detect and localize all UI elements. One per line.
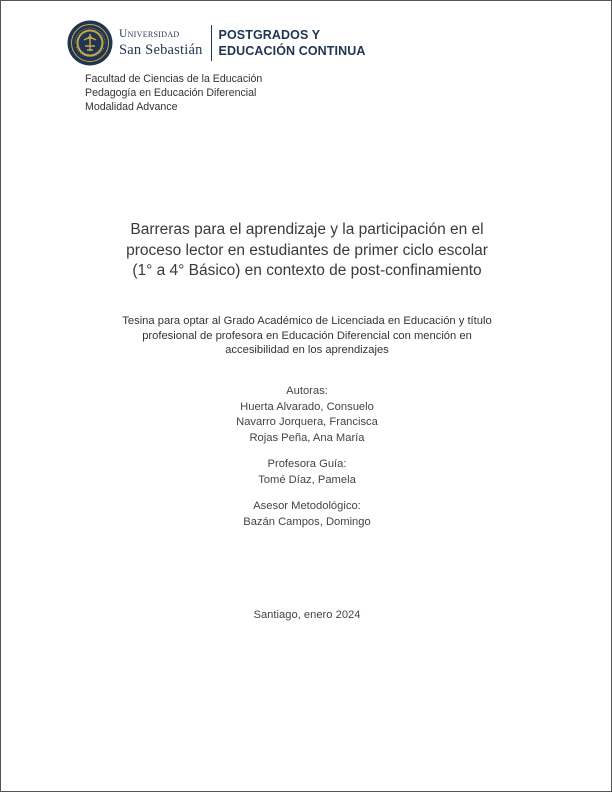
university-name-line2: San Sebastián — [119, 41, 203, 58]
postgrad-line2: EDUCACIÓN CONTINUA — [218, 44, 366, 58]
place-and-date: Santiago, enero 2024 — [253, 609, 361, 621]
purpose-line2: profesional de profesora en Educación Diferencial con mención en — [142, 329, 472, 342]
advisor-name: Bazán Campos, Domingo — [243, 515, 371, 528]
university-seal-icon — [67, 20, 113, 66]
logo-divider — [211, 25, 212, 61]
title-line1: Barreras para el aprendizaje y la participación en el — [130, 221, 484, 238]
postgrad-line1: POSTGRADOS Y — [218, 28, 321, 42]
university-name-line1: Universidad — [119, 28, 180, 40]
thesis-title — [1, 220, 612, 282]
authors-heading: Autoras: — [286, 385, 328, 397]
program-name: Pedagogía en Educación Diferencial — [85, 87, 257, 99]
credits-block — [1, 384, 612, 530]
university-name — [119, 29, 203, 57]
guide-heading: Profesora Guía: — [267, 458, 347, 470]
postgrad-unit-name — [219, 27, 366, 59]
title-line2: proceso lector en estudiantes de primer ciclo escolar — [126, 241, 488, 259]
thesis-purpose — [1, 314, 612, 358]
purpose-line3: accesibilidad en los aprendizajes — [225, 344, 389, 356]
modality: Modalidad Advance — [85, 101, 178, 113]
author-name: Navarro Jorquera, Francisca — [236, 416, 378, 428]
advisor-heading: Asesor Metodológico: — [253, 500, 361, 512]
author-name: Huerta Alvarado, Consuelo — [240, 400, 374, 413]
faculty-block — [85, 72, 262, 114]
university-logo — [67, 19, 365, 67]
guide-name: Tomé Díaz, Pamela — [258, 473, 356, 486]
title-line3: (1° a 4° Básico) en contexto de post-confinamiento — [132, 262, 482, 279]
purpose-line1: Tesina para optar al Grado Académico de Licenciada en Educación y título — [122, 315, 492, 327]
author-name: Rojas Peña, Ana María — [249, 431, 365, 444]
faculty-name: Facultad de Ciencias de la Educación — [85, 73, 263, 85]
